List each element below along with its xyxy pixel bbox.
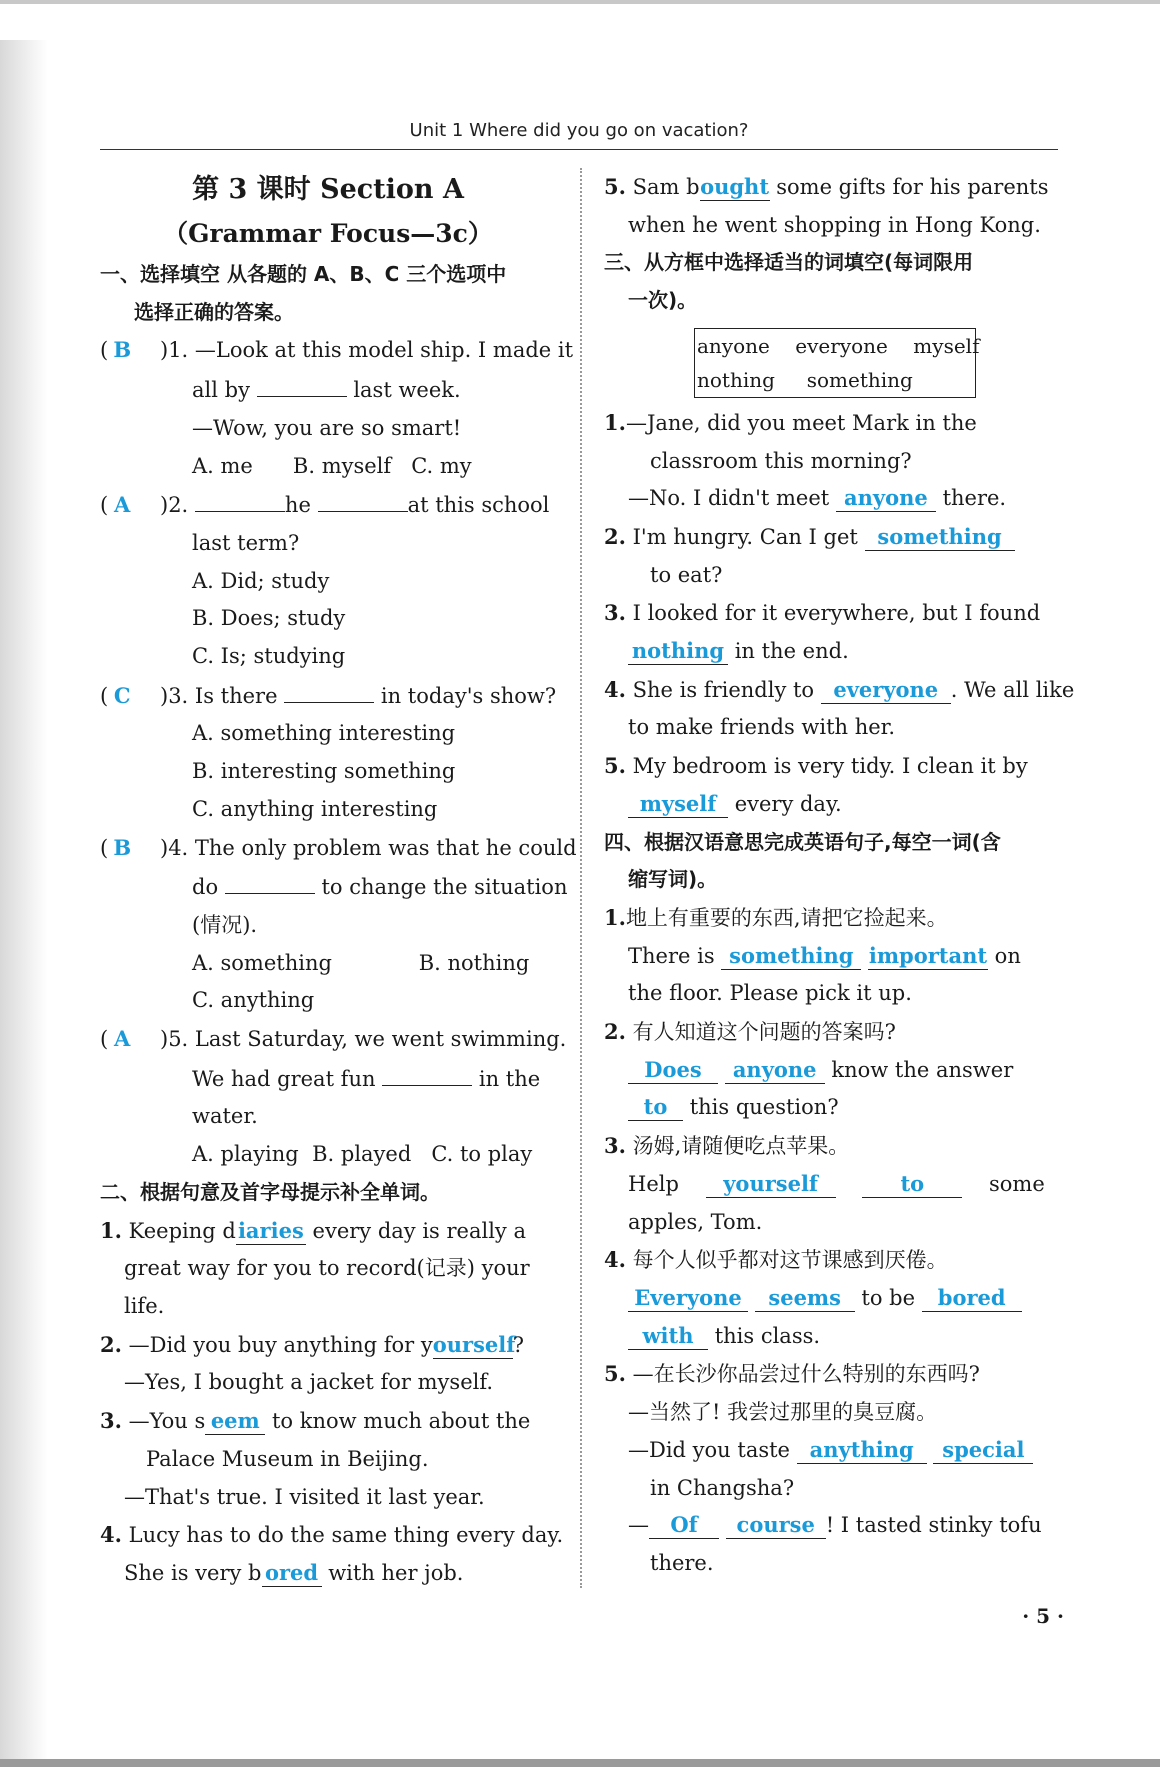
question-4-line3: (情况). xyxy=(192,912,258,937)
answer-blank: yourself xyxy=(706,1171,836,1198)
question-5-line3: water. xyxy=(192,1104,258,1129)
answer-blank: anyone xyxy=(725,1057,825,1084)
option-c: C. anything interesting xyxy=(192,796,438,821)
p4-question-1-line3: the floor. Please pick it up. xyxy=(628,981,912,1006)
bottom-bar xyxy=(0,1759,1160,1767)
p3-question-4: 4. She is friendly to everyone . We all like xyxy=(604,676,1075,702)
p4-question-5-line4: in Changsha? xyxy=(650,1475,795,1500)
word-box-row-1: anyone everyone myself xyxy=(697,333,980,358)
p4-question-5-line3: —Did you taste anything special xyxy=(604,1432,1060,1470)
question-3: ( C )3. Is there in today's show? xyxy=(100,676,556,716)
part1-heading-2: 选择正确的答案。 xyxy=(134,299,294,324)
p2-question-2-line2: —Yes, I bought a jacket for myself. xyxy=(124,1370,494,1395)
page-number: · 5 · xyxy=(1022,1604,1064,1628)
question-4-line2: do to change the situation xyxy=(100,867,556,907)
answer-blank xyxy=(195,485,285,512)
option-a: A. Did; study xyxy=(192,568,330,593)
answer-blank: course xyxy=(726,1512,826,1539)
word-box xyxy=(694,328,980,398)
question-2: ( A )2. he at this school xyxy=(100,485,556,525)
answer: A xyxy=(114,1026,131,1052)
p4-question-5-line5: — Of course ! I tasted stinky tofu xyxy=(628,1512,1042,1538)
answer-blank: with xyxy=(628,1323,708,1350)
answer-blank: to xyxy=(862,1171,962,1198)
p4-question-3-line3: apples, Tom. xyxy=(628,1209,763,1234)
p3-question-3: 3. I looked for it everywhere, but I found xyxy=(604,600,1041,626)
p2-question-1-line3: life. xyxy=(124,1293,165,1318)
question-1-line2: all by last week. xyxy=(100,370,556,410)
p3-question-1: 1.—Jane, did you meet Mark in the xyxy=(604,409,977,435)
question-2-line2: last term? xyxy=(192,530,300,555)
answer-blank: important xyxy=(868,942,988,968)
answer-blank: Everyone xyxy=(628,1285,748,1312)
p2-question-4-line2: She is very b ored with her job. xyxy=(124,1559,464,1585)
question-5: ( A )5. Last Saturday, we went swimming. xyxy=(100,1020,556,1059)
p4-question-2-line3: to this question? xyxy=(604,1089,1060,1127)
answer-blank: something xyxy=(865,524,1015,551)
answer-blank xyxy=(225,867,315,894)
answer: B xyxy=(113,337,132,363)
p3-question-4-line2: to make friends with her. xyxy=(628,715,896,740)
p4-question-4: 4. 每个人似乎都对这节课感到厌倦。 xyxy=(604,1247,948,1273)
p4-question-4-line3: with this class. xyxy=(604,1318,1060,1356)
p4-question-4-line2: Everyone seems to be bored xyxy=(604,1280,1060,1318)
p4-question-1: 1.地上有重要的东西,请把它捡起来。 xyxy=(604,904,948,930)
answer-blank: ored xyxy=(262,1560,322,1587)
option-c: C. Is; studying xyxy=(192,644,346,669)
answer-blank xyxy=(257,370,347,397)
p4-question-5-line2: —当然了! 我尝过那里的臭豆腐。 xyxy=(628,1400,938,1425)
p2-question-3-line2: Palace Museum in Beijing. xyxy=(146,1446,429,1471)
p2-question-3-line3: —That's true. I visited it last year. xyxy=(124,1484,485,1509)
answer-blank: special xyxy=(933,1437,1033,1464)
answer-blank: ourself xyxy=(432,1331,516,1357)
answer-blank xyxy=(318,485,408,512)
answer-blank: something xyxy=(721,943,861,970)
answer-blank: anything xyxy=(797,1437,927,1464)
p4-question-5: 5. —在长沙你品尝过什么特别的东西吗? xyxy=(604,1361,980,1387)
question-1-options: A. me B. myself C. my xyxy=(192,453,472,478)
answer: A xyxy=(114,492,131,518)
answer-blank: to xyxy=(628,1094,683,1121)
option-b: B. Does; study xyxy=(192,606,346,631)
answer-blank: anyone xyxy=(836,485,936,512)
answer-blank xyxy=(382,1059,472,1086)
question-5-line2: We had great fun in the xyxy=(100,1059,556,1099)
left-column xyxy=(100,168,577,1593)
p4-question-3-line2: Help yourself to some xyxy=(628,1170,1045,1196)
answer-blank: iaries xyxy=(236,1218,306,1245)
p2-question-4: 4. Lucy has to do the same thing every day. xyxy=(100,1522,564,1548)
header-rule xyxy=(100,149,1058,150)
answer-blank: myself xyxy=(628,791,728,818)
p2-question-2: 2. —Did you buy anything for yourself? xyxy=(100,1331,525,1357)
part3-heading: 三、从方框中选择适当的词填空(每词限用 xyxy=(604,250,974,275)
p3-question-1-line3: —No. I didn't meet anyone there. xyxy=(628,485,1007,511)
p3-question-5-line2: myself every day. xyxy=(604,786,1060,824)
p3-question-1-line2: classroom this morning? xyxy=(650,448,912,473)
p3-question-2: 2. I'm hungry. Can I get something xyxy=(604,518,1060,557)
p4-question-3: 3. 汤姆,请随便吃点苹果。 xyxy=(604,1133,850,1159)
p3-question-2-line2: to eat? xyxy=(650,562,723,587)
question-1: ( B )1. —Look at this model ship. I made it xyxy=(100,331,556,370)
part2-heading: 二、根据句意及首字母提示补全单词。 xyxy=(100,1179,440,1204)
question-4: ( B )4. The only problem was that he could xyxy=(100,829,556,868)
answer-blank: seems xyxy=(755,1285,855,1312)
answer-blank xyxy=(284,676,374,703)
page-edge-shadow xyxy=(0,40,48,1760)
answer-blank: ought xyxy=(700,174,770,199)
answer-blank: eem xyxy=(205,1408,265,1435)
answer-blank: bored xyxy=(922,1285,1022,1312)
option-b: B. interesting something xyxy=(192,759,456,784)
answer-blank: everyone xyxy=(821,677,951,704)
question-1-line3: —Wow, you are so smart! xyxy=(192,415,462,440)
part3-heading-2: 一次)。 xyxy=(628,288,698,313)
part1-heading: 一、选择填空 从各题的 A、B、C 三个选项中 xyxy=(100,262,507,286)
answer-blank: nothing xyxy=(628,638,728,665)
option-a: A. something interesting xyxy=(192,721,456,746)
running-header: Unit 1 Where did you go on vacation? xyxy=(409,120,749,141)
part4-heading-2: 缩写词)。 xyxy=(628,867,718,892)
lesson-subtitle: （Grammar Focus—3c） xyxy=(163,219,493,248)
p2-question-5-line2: when he went shopping in Hong Kong. xyxy=(628,212,1041,237)
answer: C xyxy=(113,682,131,708)
p4-question-1-line2: There is something important on xyxy=(628,942,1021,968)
top-bar xyxy=(0,0,1160,4)
p2-question-5: 5. Sam bought some gifts for his parents xyxy=(604,174,1049,199)
word-box-row-2: nothing something xyxy=(697,367,913,392)
answer: B xyxy=(113,834,132,860)
answer-blank: Of xyxy=(649,1512,719,1539)
lesson-title: 第 3 课时 Section A xyxy=(192,174,464,205)
p4-question-2-line2: Does anyone know the answer xyxy=(604,1052,1060,1090)
right-column xyxy=(604,168,1075,1583)
option-c: C. anything xyxy=(192,988,315,1013)
p4-question-2: 2. 有人知道这个问题的答案吗? xyxy=(604,1019,896,1045)
p3-question-3-line2: nothing in the end. xyxy=(604,633,1060,671)
options-a-b: A. something B. nothing xyxy=(192,950,530,975)
p2-question-3: 3. —You s eem to know much about the xyxy=(100,1408,531,1434)
p2-question-1: 1. Keeping diaries every day is really a xyxy=(100,1217,526,1243)
p3-question-5: 5. My bedroom is very tidy. I clean it by xyxy=(604,753,1028,779)
p2-question-1-line2: great way for you to record(记录) your xyxy=(124,1256,530,1281)
p4-question-5-line6: there. xyxy=(650,1550,714,1575)
part4-heading: 四、根据汉语意思完成英语句子,每空一词(含 xyxy=(604,829,1001,854)
question-5-options: A. playing B. played C. to play xyxy=(192,1142,533,1167)
answer-blank: Does xyxy=(628,1057,718,1084)
column-divider xyxy=(580,168,582,1588)
